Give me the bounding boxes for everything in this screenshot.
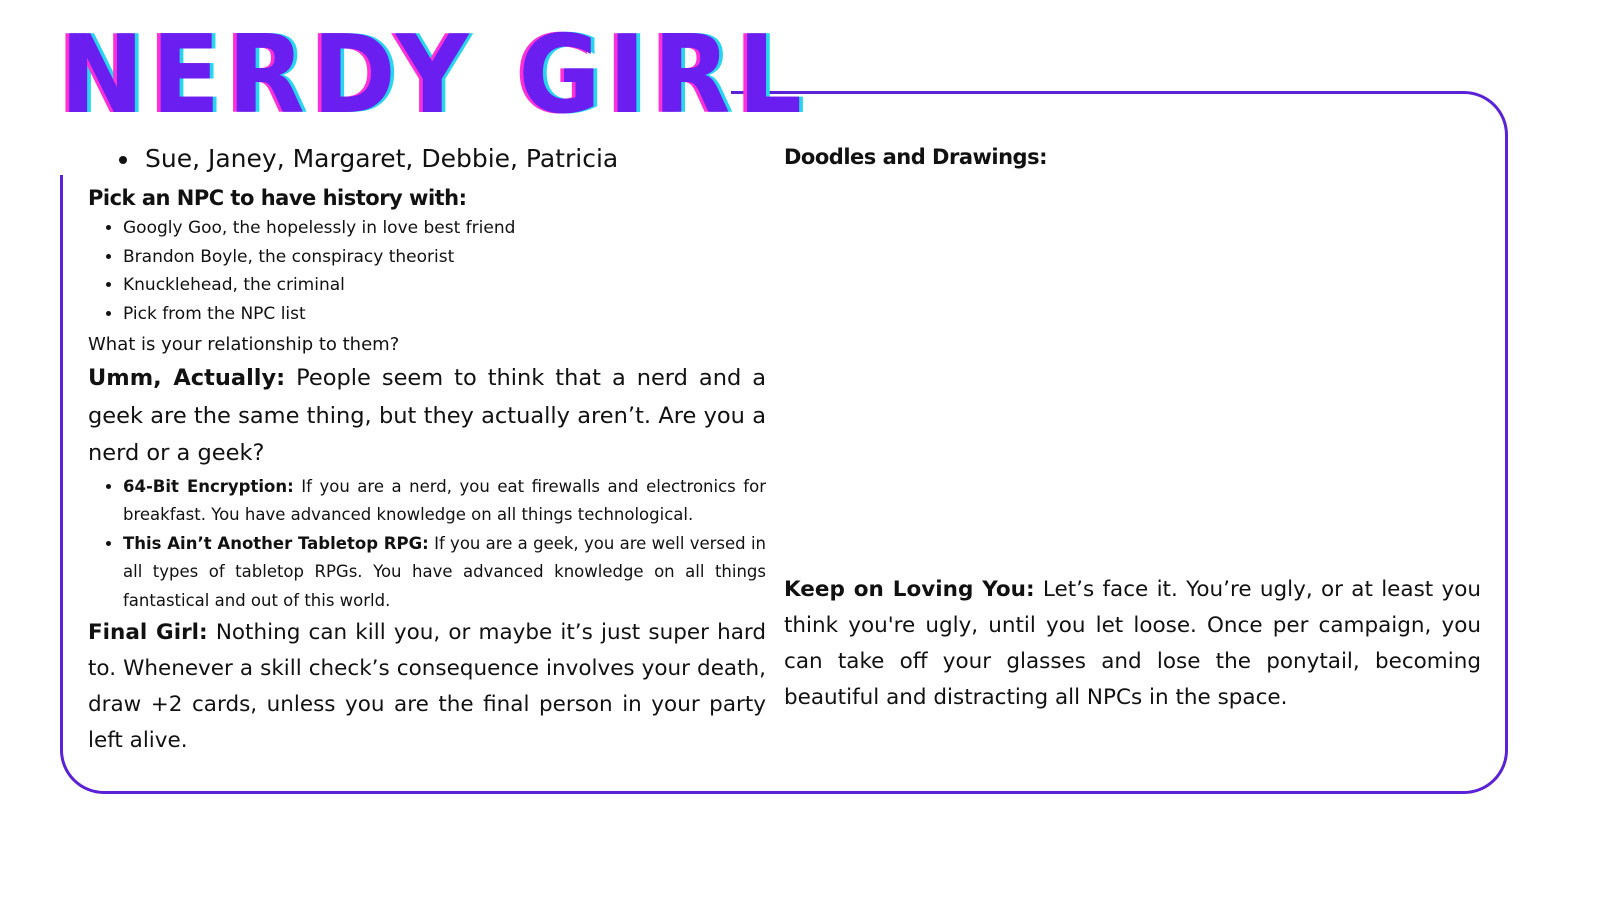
option-label: This Ain’t Another Tabletop RPG: — [123, 533, 429, 553]
umm-actually-paragraph — [88, 360, 766, 473]
npc-list-item: • Knucklehead, the criminal — [123, 271, 766, 300]
left-column — [88, 140, 766, 759]
names-list-item: • Sue, Janey, Margaret, Debbie, Patricia — [141, 140, 766, 178]
npc-list-item: • Brandon Boyle, the conspiracy theorist — [123, 243, 766, 272]
option-text: If you are a nerd, you eat firewalls and electronics for breakfast. You have advanced knowledge on all things technological. — [123, 476, 766, 524]
keep-loving-label: Keep on Loving You: — [784, 577, 1035, 602]
npc-list-item: • Googly Goo, the hopelessly in love best friend — [123, 214, 766, 243]
keep-loving-paragraph — [784, 572, 1481, 716]
relationship-question: What is your relationship to them? — [88, 334, 400, 355]
page-title: NERDY GIRL — [60, 13, 810, 138]
final-girl-text: Nothing can kill you, or maybe it’s just super hard to. Whenever a skill check’s consequence involves your death, draw +2 cards, unless you are the final person in your party left alive. — [88, 620, 766, 753]
names-list — [141, 140, 766, 178]
npc-heading: Pick an NPC to have history with: — [88, 186, 467, 210]
final-girl-paragraph — [88, 615, 766, 759]
option-label: 64-Bit Encryption: — [123, 476, 294, 496]
option-item-geek — [123, 530, 766, 616]
keep-loving-text: Let’s face it. You’re ugly, or at least you think you're ugly, until you let loose. Once per campaign, you can take off your glasses and lose the ponytail, becoming beautiful and distracting all NPCs in the space. — [784, 577, 1481, 710]
npc-list — [123, 214, 766, 328]
doodles-heading: Doodles and Drawings: — [784, 145, 1047, 169]
final-girl-label: Final Girl: — [88, 620, 208, 645]
umm-actually-label: Umm, Actually: — [88, 365, 286, 391]
nerd-geek-options — [123, 473, 766, 616]
npc-list-item: • Pick from the NPC list — [123, 300, 766, 329]
umm-actually-text: People seem to think that a nerd and a geek are the same thing, but they actually aren’t. Are you a nerd or a geek? — [88, 365, 766, 466]
right-column — [784, 140, 1481, 780]
option-text: If you are a geek, you are well versed in all types of tabletop RPGs. You have advanced knowledge on all things fantastical and out of this world. — [123, 533, 767, 610]
option-item-nerd — [123, 473, 766, 530]
